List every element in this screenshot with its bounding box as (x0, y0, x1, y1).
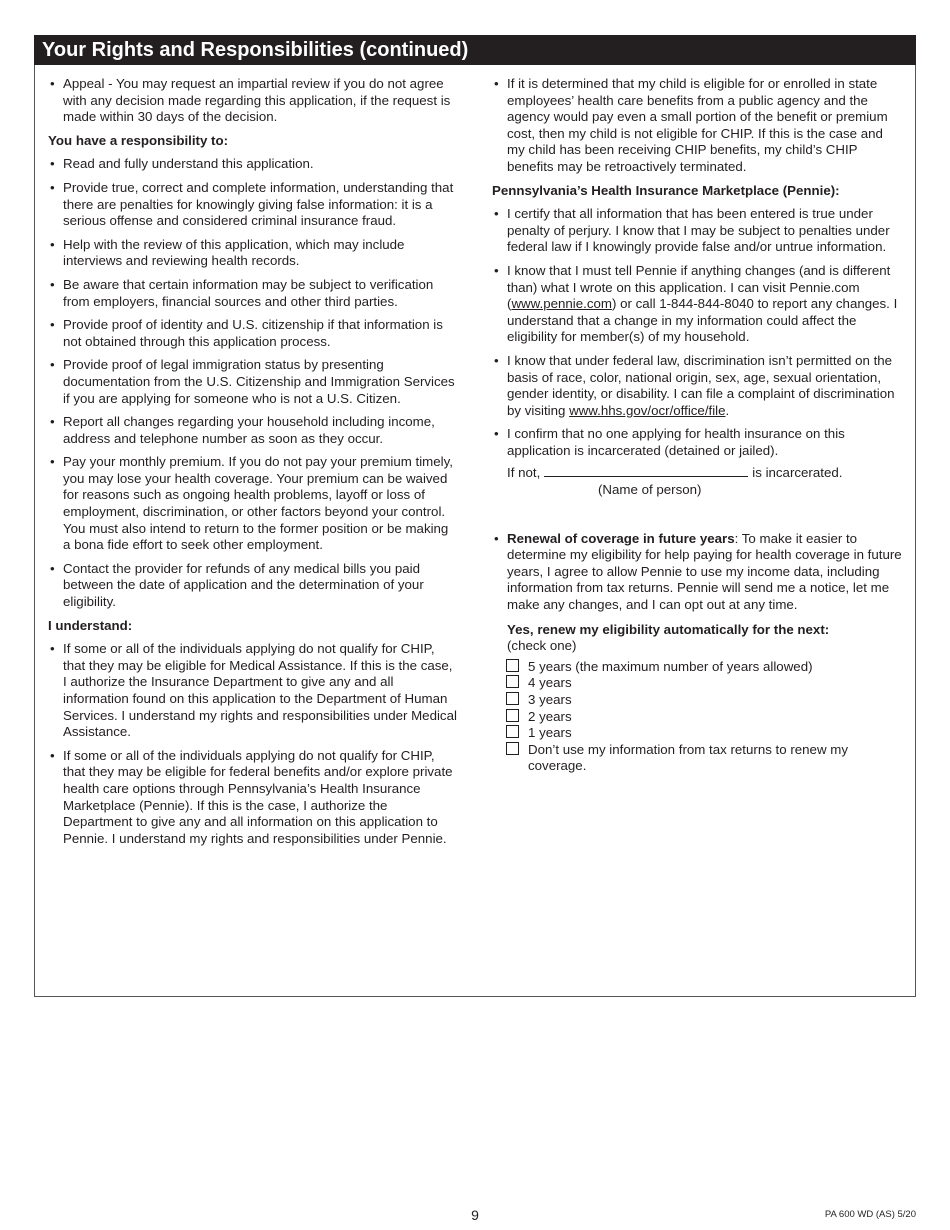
renewal-option-5[interactable] (506, 659, 902, 676)
option-label: 4 years (528, 675, 572, 691)
changes-text-post: ) or call 1-844-844-8040 to report any changes. I understand that a change in my information could affect the eligibility for member(s) of my household. (507, 296, 898, 345)
understand-item: • If some or all of the individuals applying do not qualify for CHIP, that they may be eligible for Medical Assistance. If this is the case, I authorize the Insurance Department to give any and all information found on this application to the Department of Human Services. I understand my rights and responsibilities under Medical Assistance. (48, 641, 458, 741)
appeal-item: • Appeal - You may request an impartial review if you do not agree with any decision made regarding this application, if the request is made within 30 days of the decision. (48, 76, 458, 126)
checkbox[interactable] (506, 659, 519, 672)
understand-heading: I understand: (48, 617, 133, 633)
responsibility-item: • Provide proof of legal immigration status by presenting documentation from the U.S. Citizenship and Immigration Services if you are applying for someone who is not a U.S. Citizen. (48, 357, 458, 407)
left-column (48, 76, 458, 854)
checkbox[interactable] (506, 692, 519, 705)
checkbox[interactable] (506, 742, 519, 755)
section-header (34, 35, 916, 65)
renewal-options (492, 659, 902, 775)
changes-item (492, 263, 902, 346)
renewal-option-3[interactable] (506, 692, 902, 709)
section-title: Your Rights and Responsibilities (continued) (42, 39, 469, 61)
responsibility-item: • Pay your monthly premium. If you do not pay your premium timely, you may lose your health coverage. Your premium can be waived for reasons such as ongoing health problems, layoff or loss of employment, discrimination, or other factors beyond your control. You must also intend to return to the former position or be making a bona fide effort to seek other employment. (48, 454, 458, 554)
checkbox[interactable] (506, 709, 519, 722)
is-incarcerated-label: is incarcerated. (752, 465, 843, 481)
responsibility-item: • Read and fully understand this application. (48, 156, 458, 173)
discrimination-text-post: . (725, 402, 730, 418)
pennie-heading: Pennsylvania’s Health Insurance Marketplace (Pennie): (492, 182, 840, 198)
certify-item: • I certify that all information that has been entered is true under penalty of perjury. I know that I may be subject to penalties under federal law if I knowingly provide false and/or untrue information. (492, 206, 902, 256)
responsibility-item: • Help with the review of this application, which may include interviews and reviewing health records. (48, 237, 458, 270)
right-column (492, 76, 902, 775)
option-label: 5 years (the maximum number of years allowed) (528, 658, 813, 674)
discrimination-item (492, 353, 902, 419)
renewal-text: : To make it easier to determine my eligibility for help paying for health coverage in future years, I agree to allow Pennie to use my income data, including information from tax returns. Pennie will send me a notice, let me make any changes, and I can opt out at any time. (507, 530, 902, 613)
responsibility-item: • Be aware that certain information may be subject to verification from employers, financial sources and other third parties. (48, 277, 458, 310)
hhs-link[interactable]: www.hhs.gov/ocr/office/file (569, 402, 726, 418)
renewal-bold: Renewal of coverage in future years (507, 530, 735, 546)
renewal-item (492, 531, 902, 614)
page-number: 9 (471, 1207, 479, 1223)
discrimination-text-pre: I know that under federal law, discrimination isn’t permitted on the basis of race, color, national origin, sex, age, sexual orientation, gender identity, or disability. I can file a complaint of discrimination by visiting (507, 352, 895, 418)
incarcerated-item: • I confirm that no one applying for health insurance on this application is incarcerated (detained or jailed). (492, 426, 902, 459)
responsibility-item: • Contact the provider for refunds of any medical bills you paid between the date of application and the determination of your eligibility. (48, 561, 458, 611)
renewal-option-2[interactable] (506, 709, 902, 726)
renewal-option-1[interactable] (506, 725, 902, 742)
person-name-field[interactable] (544, 475, 748, 477)
renew-block (492, 622, 902, 655)
check-one-label: (check one) (507, 638, 577, 654)
option-label: Don’t use my information from tax returns to renew my coverage. (528, 741, 848, 774)
checkbox[interactable] (506, 725, 519, 738)
responsibility-item: • Provide proof of identity and U.S. citizenship if that information is not obtained through this application process. (48, 317, 458, 350)
incarcerated-line (492, 465, 902, 482)
renew-heading: Yes, renew my eligibility automatically for the next: (507, 621, 830, 637)
form-code: PA 600 WD (AS) 5/20 (824, 1209, 916, 1220)
option-label: 2 years (528, 708, 572, 724)
option-label: 3 years (528, 692, 572, 707)
checkbox[interactable] (506, 675, 519, 688)
changes-text-pre: I know that I must tell Pennie if anything changes (and is different than) what I wrote on this application. I can visit Pennie.com ( (507, 262, 891, 312)
renewal-option-none[interactable] (506, 742, 902, 775)
responsibility-item: • Report all changes regarding your household including income, address and telephone number as soon as they occur. (48, 414, 458, 447)
state-employees-item: • If it is determined that my child is eligible for or enrolled in state employees’ health care benefits from a public agency and the agency would pay even a small portion of the benefit or premium cost, then my child is not eligible for CHIP. If this is the case and my child has been receiving CHIP benefits, my child’s CHIP benefits may be retroactively terminated. (492, 76, 902, 176)
responsibility-heading: You have a responsibility to: (48, 132, 229, 148)
option-label: 1 years (528, 725, 572, 741)
if-not-label: If not, (507, 465, 541, 481)
pennie-link[interactable]: www.pennie.com (511, 296, 612, 312)
understand-item: • If some or all of the individuals applying do not qualify for CHIP, that they may be eligible for federal benefits and/or explore private health care options through Pennsylvania’s Health Insurance Marketplace (Pennie). If this is the case, I authorize the Department to give any and all information on this application to Pennie. I understand my rights and responsibilities under Pennie. (48, 748, 458, 848)
responsibility-item: • Provide true, correct and complete information, understanding that there are penalties for knowingly giving false information: it is a serious offense and considered criminal insurance fraud. (48, 180, 458, 230)
name-caption: (Name of person) (598, 482, 702, 498)
renewal-option-4[interactable] (506, 675, 902, 692)
